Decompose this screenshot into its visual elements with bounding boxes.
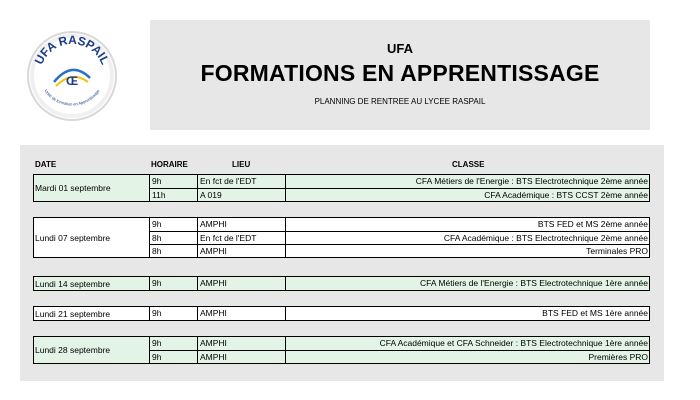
table-row bbox=[149, 244, 650, 257]
svg-text:Unité de formation en Apprenti: Unité de formation en Apprentissage bbox=[43, 88, 101, 107]
horaire-cell: 9h bbox=[149, 175, 197, 188]
classe-cell: BTS FED et MS 1ère année bbox=[285, 307, 650, 320]
classe-cell: CFA Académique : BTS CCST 2ème année bbox=[285, 189, 650, 202]
lieu-cell: AMPHI bbox=[197, 245, 285, 258]
classe-cell: CFA Métiers de l'Energie : BTS Electrotechnique 2ème année bbox=[285, 175, 650, 188]
classe-cell: Terminales PRO bbox=[285, 245, 650, 258]
horaire-cell: 8h bbox=[149, 232, 197, 245]
page-title: FORMATIONS EN APPRENTISSAGE bbox=[200, 60, 600, 86]
date-cell: Mardi 01 septembre bbox=[35, 183, 111, 193]
date-cell: Lundi 07 septembre bbox=[35, 232, 111, 243]
lieu-cell: AMPHI bbox=[197, 337, 285, 350]
date-cell: Lundi 14 septembre bbox=[35, 278, 111, 289]
column-header-lieu: LIEU bbox=[232, 160, 251, 169]
date-cell: Lundi 28 septembre bbox=[35, 345, 111, 355]
column-header-date: DATE bbox=[35, 160, 57, 169]
table-row bbox=[149, 188, 650, 201]
table-row bbox=[149, 307, 650, 320]
horaire-cell: 9h bbox=[149, 277, 197, 290]
lieu-cell: En fct de l'EDT bbox=[197, 232, 285, 245]
classe-cell: Premières PRO bbox=[285, 351, 650, 364]
svg-text:UFA RASPAIL: UFA RASPAIL bbox=[31, 32, 113, 67]
table-row bbox=[149, 218, 650, 231]
svg-text:Œ: Œ bbox=[66, 74, 78, 88]
ufa-raspail-logo bbox=[26, 30, 118, 122]
column-header-horaire: HORAIRE bbox=[151, 160, 188, 169]
table-row bbox=[149, 277, 650, 290]
lieu-cell: AMPHI bbox=[197, 351, 285, 364]
table-row bbox=[149, 350, 650, 363]
horaire-cell: 9h bbox=[149, 307, 197, 320]
lieu-cell: AMPHI bbox=[197, 277, 285, 290]
classe-cell: BTS FED et MS 2ème année bbox=[285, 218, 650, 231]
date-cell: Lundi 21 septembre bbox=[35, 308, 111, 319]
horaire-cell: 9h bbox=[149, 351, 197, 364]
classe-cell: CFA Académique et CFA Schneider : BTS Electrotechnique 1ère année bbox=[285, 337, 650, 350]
lieu-cell: AMPHI bbox=[197, 307, 285, 320]
horaire-cell: 9h bbox=[149, 218, 197, 231]
lieu-cell: En fct de l'EDT bbox=[197, 175, 285, 188]
column-header-classe: CLASSE bbox=[452, 160, 485, 169]
table-row bbox=[149, 337, 650, 350]
classe-cell: CFA Académique : BTS Electrotechnique 2ème année bbox=[285, 232, 650, 245]
page-subtitle: PLANNING DE RENTREE AU LYCEE RASPAIL bbox=[314, 97, 486, 106]
lieu-cell: A 019 bbox=[197, 189, 285, 202]
org-label: UFA bbox=[387, 41, 413, 56]
horaire-cell: 11h bbox=[149, 189, 197, 202]
table-row bbox=[149, 231, 650, 244]
classe-cell: CFA Métiers de l'Energie : BTS Electrotechnique 1ère année bbox=[285, 277, 650, 290]
horaire-cell: 9h bbox=[149, 337, 197, 350]
table-row bbox=[149, 175, 650, 188]
lieu-cell: AMPHI bbox=[197, 218, 285, 231]
header-panel bbox=[150, 20, 650, 130]
horaire-cell: 8h bbox=[149, 245, 197, 258]
